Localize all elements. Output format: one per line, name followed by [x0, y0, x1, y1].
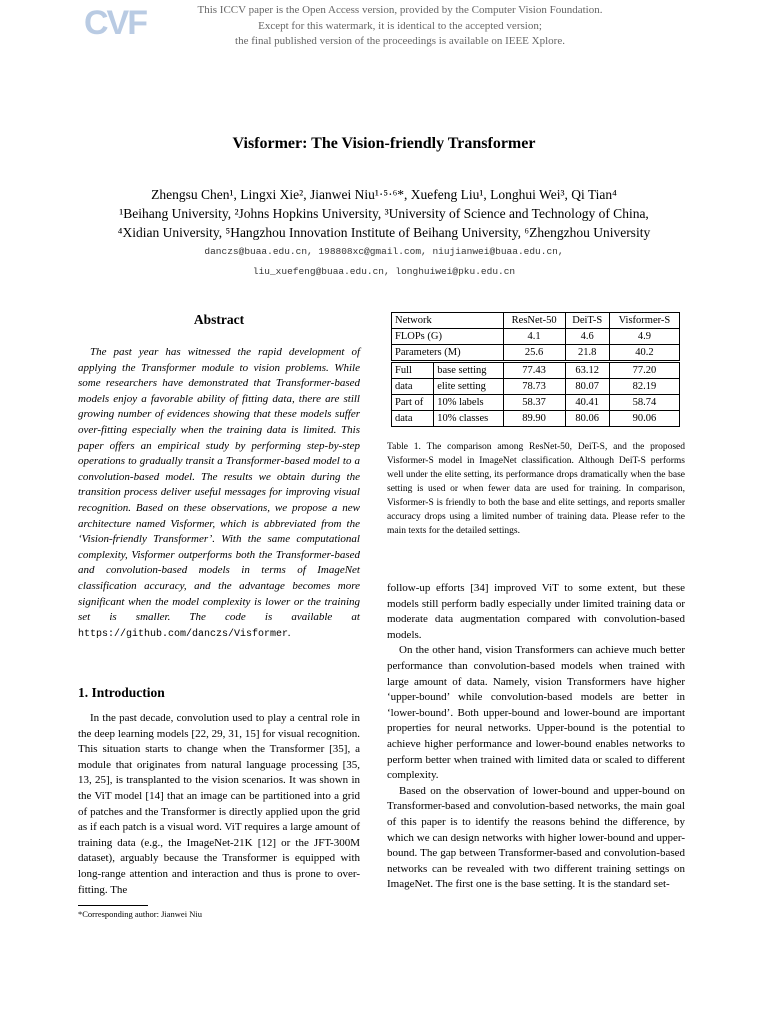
table-row [392, 345, 680, 362]
table-group-label: data [392, 379, 434, 395]
abstract-text [78, 345, 360, 642]
paragraph: follow-up efforts [34] improved ViT to some extent, but these models still perform badly especially under limited training data or moderate data augmentation compared with convolution-based models. [387, 582, 685, 641]
table-cell: Parameters (M) [392, 345, 504, 362]
table-cell: 40.2 [609, 345, 679, 362]
abstract-body: The past year has witnessed the rapid development of applying the Transformer module to vision problems. While some researchers have demonstrated that Transformer-based models enjoy a favorable ability of fitting data, there are still growing number of evidences showing that these models suffer over-fitting especially when the training data is limited. This paper offers an empirical study by performing step-by-step operations to gradually transit a Transformer-based model to a convolution-based model. The results we obtain during the transition process deliver useful messages for improving visual recognition. Based on these observations, we propose a new architecture named Visformer, which is abbreviated from the ‘Vision-friendly Transformer’. With the same computational complexity, Visformer outperforms both the Transformer-based and convolution-based models in terms of ImageNet classification accuracy, and the advantage becomes more significant when the model complexity is lower or the training set is smaller. The code is available at [78, 346, 360, 624]
table-cell: 58.74 [609, 395, 679, 411]
table-cell: 82.19 [609, 379, 679, 395]
footnote-divider [78, 905, 148, 906]
table-cell: 63.12 [565, 362, 609, 379]
paragraph: On the other hand, vision Transformers can achieve much better performance than convolution-based models when trained with large amount of data. Namely, vision Transformers have higher ‘upper-bound’ while convolution-based models are better in ‘lower-bound’. Both upper-bound and lower-bound are important properties for neural networks. Upper-bound is the potential to achieve higher performance and lower-bound enables networks to perform better when trained with limited data or scaled to different complexity. [387, 644, 685, 782]
table-cell: elite setting [434, 379, 503, 395]
table-row [392, 395, 680, 411]
table-cell: 40.41 [565, 395, 609, 411]
table-cell: 89.90 [503, 411, 565, 427]
email-block [0, 242, 768, 282]
table-group-label: Part of [392, 395, 434, 411]
table-cell: 10% labels [434, 395, 503, 411]
author-block [0, 185, 768, 242]
table-cell: 21.8 [565, 345, 609, 362]
table-row [392, 329, 680, 345]
affiliations: ¹Beihang University, ²Johns Hopkins University, ³University of Science and Technology of China, [119, 206, 649, 221]
table-cell: 77.20 [609, 362, 679, 379]
comparison-table [391, 312, 680, 427]
code-link[interactable]: https://github.com/danczs/Visformer [78, 628, 289, 640]
table-row [392, 362, 680, 379]
table-header-cell: DeiT-S [565, 313, 609, 329]
table-cell: 4.9 [609, 329, 679, 345]
table-group-label: Full [392, 362, 434, 379]
right-column-text [387, 581, 685, 893]
introduction-text: In the past decade, convolution used to play a central role in the deep learning models [22, 29, 31, 15] for visual recognition. This situation starts to change when the Transformer [35], a module that originates from natural language processing [35, 13, 25], is transplanted to the vision scenarios. It was shown in the ViT model [14] that an image can be partitioned into a grid of patches and the Transformer is directly applied upon the grid as if each patch is a visual word. ViT requires a large amount of training data (e.g., the ImageNet-21K [12] or the JFT-300M dataset), arguably because the Transformer is equipped with long-range attention and interaction and thus is prone to over-fitting. The [78, 712, 360, 896]
table-header-cell: ResNet-50 [503, 313, 565, 329]
paper-title: Visformer: The Vision-friendly Transformer [232, 135, 536, 152]
table-cell: 25.6 [503, 345, 565, 362]
watermark [140, 3, 660, 50]
table-header-cell: Network [392, 313, 504, 329]
table-cell: 78.73 [503, 379, 565, 395]
author-names: Zhengsu Chen¹, Lingxi Xie², Jianwei Niu¹·⁵·⁶*, Xuefeng Liu¹, Longhui Wei³, Qi Tian⁴ [151, 187, 617, 202]
email-line: danczs@buaa.edu.cn, 198808xc@gmail.com, niujianwei@buaa.edu.cn, [204, 246, 564, 257]
table-cell: FLOPs (G) [392, 329, 504, 345]
table-cell: base setting [434, 362, 503, 379]
watermark-line: the final published version of the proceedings is available on IEEE Xplore. [235, 35, 565, 47]
table-row [392, 379, 680, 395]
table-cell: 80.06 [565, 411, 609, 427]
table-row [392, 411, 680, 427]
table-cell: 4.1 [503, 329, 565, 345]
affiliations: ⁴Xidian University, ⁵Hangzhou Innovation Institute of Beihang University, ⁶Zhengzhou University [117, 225, 651, 240]
table-cell: 80.07 [565, 379, 609, 395]
paragraph: Based on the observation of lower-bound and upper-bound on Transformer-based and convolution-based networks, the main goal of this paper is to identify the reasons behind the difference, by which we can design networks with higher lower-bound and upper-bound. The gap between Transformer-based and convolution-based networks can be revealed with two different training settings on ImageNet. The first one is the base setting. It is the standard set- [387, 784, 685, 891]
cvf-logo: CVF [84, 4, 146, 42]
abstract-end: . [288, 626, 291, 639]
watermark-line: Except for this watermark, it is identical to the accepted version; [258, 19, 542, 32]
table-caption: Table 1. The comparison among ResNet-50, DeiT-S, and the proposed Visformer-S model in ImageNet classification. Although DeiT-S performs well under the elite setting, its performance drops dramatically when the base setting is used or when fewer data are used for training. In comparison, Visformer-S is friendly to both the base and elite settings, and reports smaller accuracy drops using a limited number of training data. Please refer to the main texts for the detailed settings. [387, 442, 685, 536]
table-cell: 4.6 [565, 329, 609, 345]
table-header-row [392, 313, 680, 329]
table-cell: 58.37 [503, 395, 565, 411]
table-cell: 90.06 [609, 411, 679, 427]
watermark-line: This ICCV paper is the Open Access version, provided by the Computer Vision Foundation. [197, 4, 603, 16]
table-header-cell: Visformer-S [609, 313, 679, 329]
table-cell: 10% classes [434, 411, 503, 427]
footnote: *Corresponding author: Jianwei Niu [78, 909, 202, 919]
abstract-heading: Abstract [193, 312, 245, 327]
table-cell: 77.43 [503, 362, 565, 379]
email-line: liu_xuefeng@buaa.edu.cn, longhuiwei@pku.edu.cn [252, 266, 516, 277]
introduction-heading: 1. Introduction [78, 685, 165, 700]
table-group-label: data [392, 411, 434, 427]
